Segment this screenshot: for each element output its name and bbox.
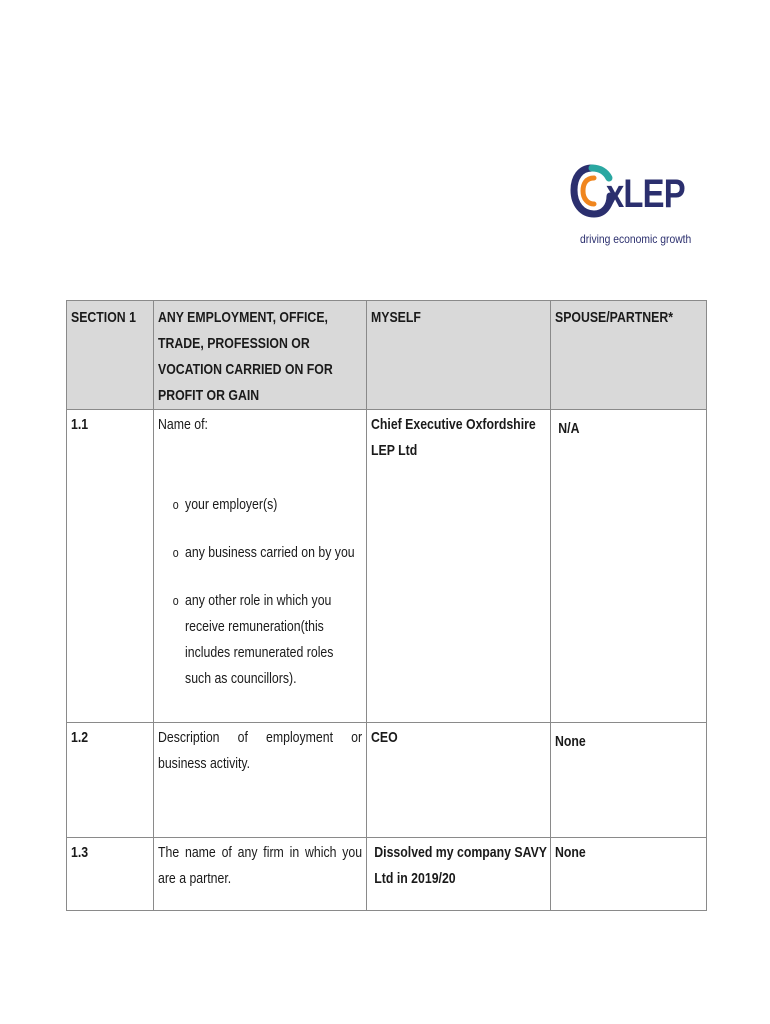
row-spouse-answer: None — [555, 733, 586, 750]
table-row — [67, 410, 707, 723]
header-spouse-label: SPOUSE/PARTNER* — [555, 309, 674, 326]
table-row — [67, 723, 707, 838]
header-question-cell — [154, 301, 367, 410]
row-spouse-cell — [551, 838, 707, 911]
row-myself-cell — [367, 723, 551, 838]
header-myself-label: MYSELF — [371, 309, 421, 326]
list-item: o your employer(s) — [158, 492, 362, 518]
logo-tagline: driving economic growth — [580, 232, 692, 246]
logo-wordmark: xLEP — [606, 172, 685, 216]
row-myself-cell — [367, 838, 551, 911]
list-item: o any business carried on by you — [158, 540, 362, 566]
table-header-row — [67, 301, 707, 410]
options-list — [158, 492, 362, 692]
header-myself-cell — [367, 301, 551, 410]
row-question: The name of any firm in which you are a partner. — [158, 844, 363, 887]
row-question: Description of employment or business activity. — [158, 729, 363, 772]
row-number: 1.1 — [71, 416, 89, 433]
row-myself-answer: Chief Executive Oxfordshire LEP Ltd — [371, 416, 536, 459]
header-section-label: SECTION 1 — [71, 309, 136, 326]
row-spouse-answer: N/A — [558, 420, 580, 437]
row-spouse-answer: None — [555, 844, 586, 861]
row-question-cell — [154, 838, 367, 911]
oxlep-logo — [566, 158, 696, 248]
row-question-cell — [154, 410, 367, 723]
row-myself-answer: Dissolved my company SAVY Ltd in 2019/20 — [374, 844, 547, 887]
row-number: 1.3 — [71, 844, 89, 861]
bullet-icon: o — [172, 497, 179, 512]
header-section-cell — [67, 301, 154, 410]
bullet-icon: o — [172, 593, 179, 608]
row-spouse-cell — [551, 410, 707, 723]
row-number-cell — [67, 838, 154, 911]
row-myself-answer: CEO — [371, 729, 398, 746]
row-number: 1.2 — [71, 729, 89, 746]
declaration-table — [66, 300, 707, 911]
bullet-icon: o — [172, 545, 179, 560]
row-spouse-cell — [551, 723, 707, 838]
row-number-cell — [67, 410, 154, 723]
table-row — [67, 838, 707, 911]
header-spouse-cell — [551, 301, 707, 410]
row-question-cell — [154, 723, 367, 838]
list-item: o any other role in which you receive remuneration(this includes remunerated roles such as councillors). — [158, 588, 362, 692]
header-question-label: ANY EMPLOYMENT, OFFICE, TRADE, PROFESSION OR VOCATION CARRIED ON FOR PROFIT OR GAIN — [158, 309, 333, 404]
row-question: Name of: — [158, 416, 208, 433]
row-number-cell — [67, 723, 154, 838]
row-myself-cell — [367, 410, 551, 723]
